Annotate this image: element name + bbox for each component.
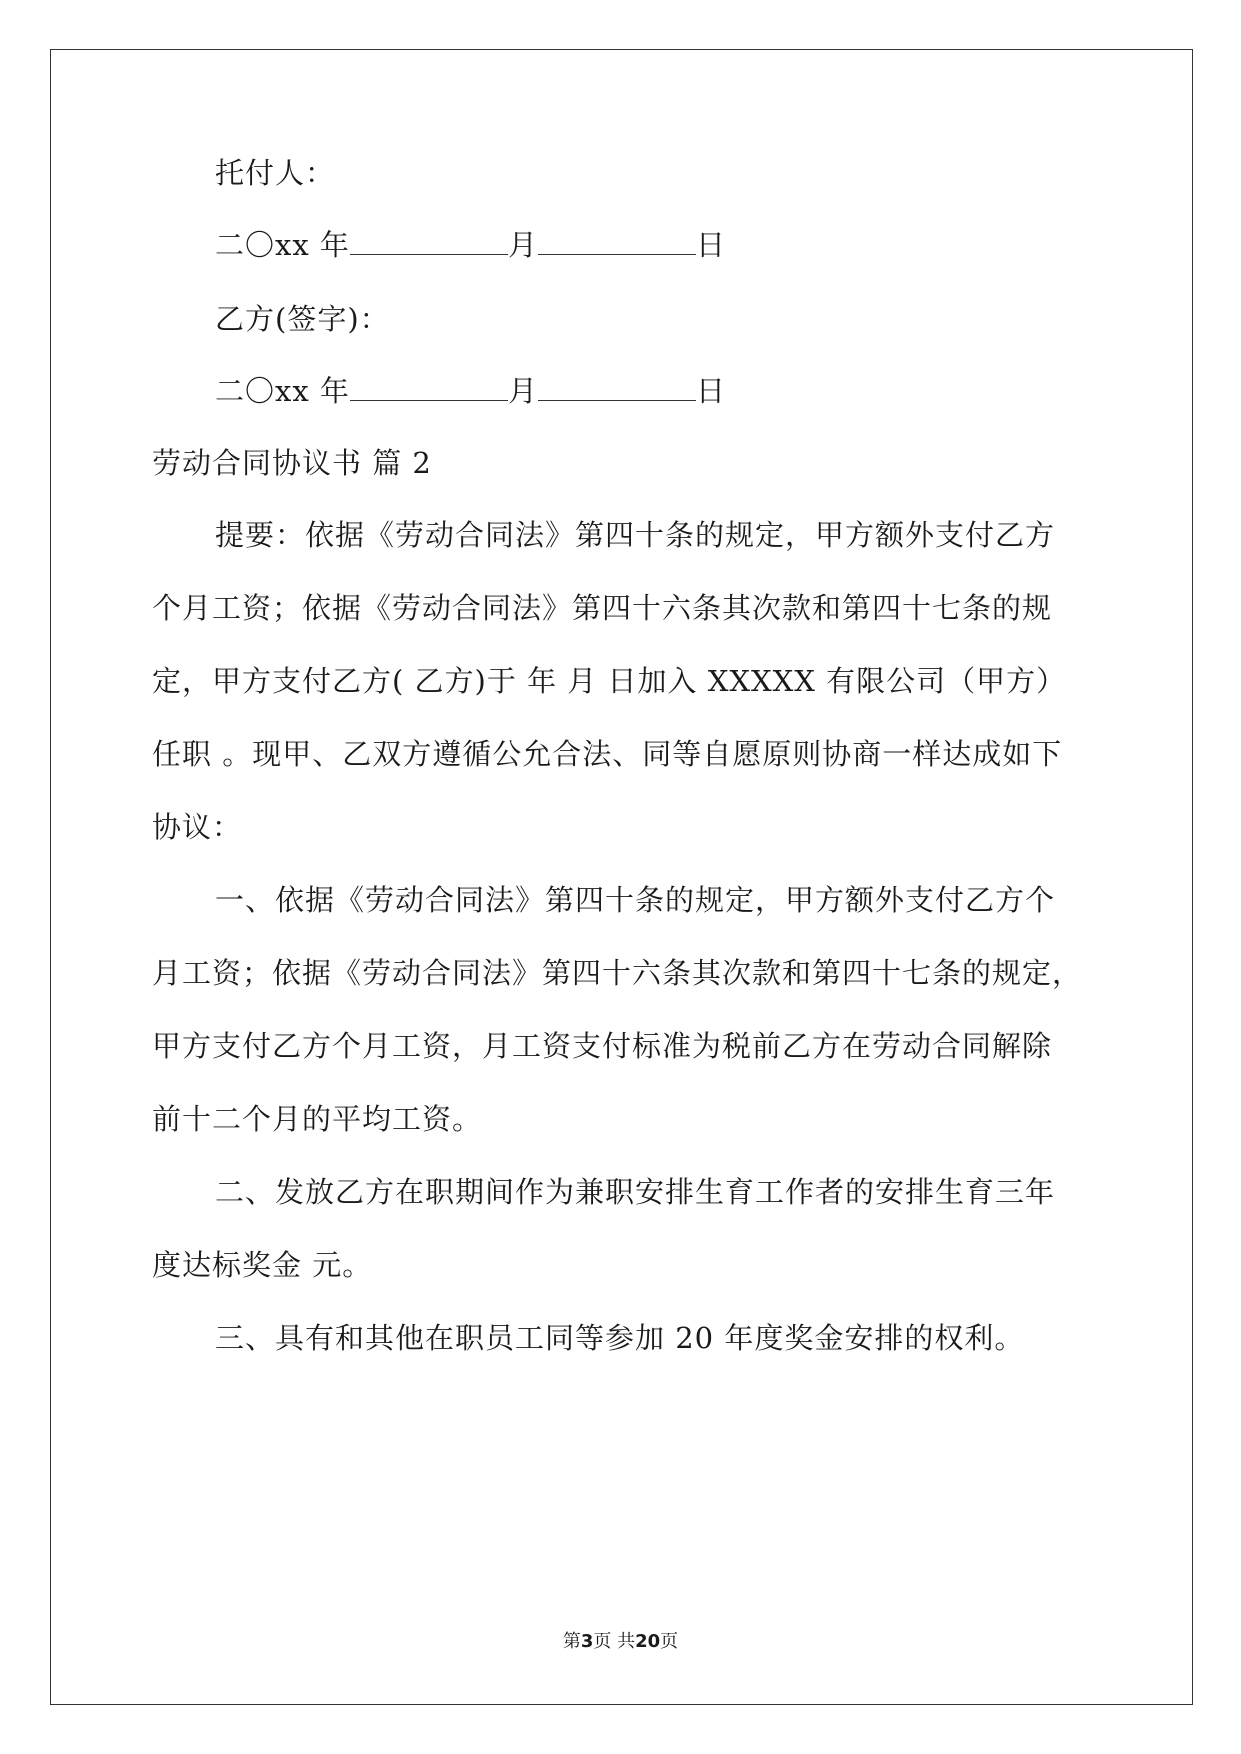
partyb-signature-label: 乙方(签字)： [215, 302, 390, 336]
current-page: 3 [580, 1631, 594, 1652]
date-prefix: 二〇xx 年 [215, 374, 350, 408]
page-footer [0, 1631, 1241, 1653]
total-pages: 20 [635, 1631, 661, 1652]
month-label: 月 [507, 228, 538, 262]
entrust-label: 托付人： [215, 156, 336, 190]
day-label: 日 [695, 374, 726, 408]
text-line: 甲方支付乙方个月工资，月工资支付标准为税前乙方在劳动合同解除 [152, 1029, 1053, 1063]
text-line: 三、具有和其他在职员工同等参加 20 年度奖金安排的权利。 [215, 1321, 1025, 1355]
footer-mid: 页 共 [593, 1631, 636, 1652]
text-line: 一、依据《劳动合同法》第四十条的规定，甲方额外支付乙方个 [215, 883, 1056, 917]
footer-prefix: 第 [562, 1631, 581, 1652]
date-line-2 [215, 374, 726, 408]
month-blank[interactable] [350, 228, 508, 255]
text-line: 二、发放乙方在职期间作为兼职安排生育工作者的安排生育三年 [215, 1175, 1056, 1209]
month-label: 月 [507, 374, 538, 408]
page-border [50, 49, 1193, 1705]
day-blank[interactable] [538, 374, 696, 401]
text-line: 度达标奖金 元。 [152, 1248, 373, 1282]
date-prefix: 二〇xx 年 [215, 228, 350, 262]
day-label: 日 [695, 228, 726, 262]
date-line-1 [215, 228, 726, 262]
footer-suffix: 页 [660, 1631, 679, 1652]
text-line: 月工资；依据《劳动合同法》第四十六条其次款和第四十七条的规定， [152, 956, 1083, 990]
text-line: 前十二个月的平均工资。 [152, 1102, 483, 1136]
text-line: 协议： [152, 810, 243, 844]
section-title: 劳动合同协议书 篇 2 [152, 446, 432, 480]
text-line: 个月工资；依据《劳动合同法》第四十六条其次款和第四十七条的规 [152, 591, 1053, 625]
text-line: 提要：依据《劳动合同法》第四十条的规定，甲方额外支付乙方 [215, 518, 1056, 552]
day-blank[interactable] [538, 228, 696, 255]
text-line: 任职 。现甲、乙双方遵循公允合法、同等自愿原则协商一样达成如下 [152, 737, 1063, 771]
month-blank[interactable] [350, 374, 508, 401]
text-line: 定，甲方支付乙方( 乙方)于 年 月 日加入 XXXXX 有限公司（甲方） [152, 664, 1067, 698]
